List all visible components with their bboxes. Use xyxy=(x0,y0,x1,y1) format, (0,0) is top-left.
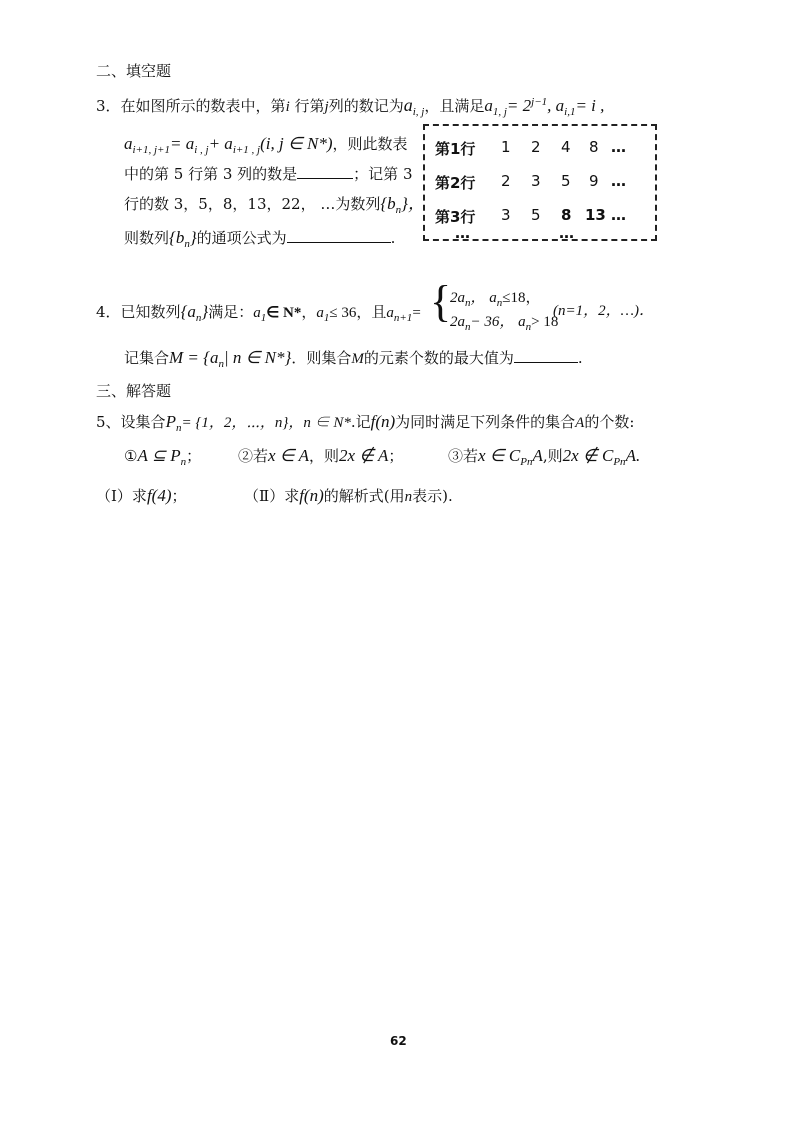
piecewise-case-1: $2a_n$， $a_n\le 18$， xyxy=(450,290,541,309)
q3-line5: 则数列$\{b_n\}$的通项公式为 . xyxy=(124,228,396,250)
q3-number: 3． xyxy=(96,97,121,115)
q5-line1: 5、设集合$P_n= \{1$，2，⋯，n}，n ∈ N*.记f(n)为同时满足下列条件的集合A的个数: xyxy=(96,412,635,434)
table-row-label: 第1行 xyxy=(435,140,476,158)
table-ellipsis: … xyxy=(559,224,574,242)
table-cell: 5 xyxy=(561,172,571,190)
table-cell: 1 xyxy=(501,138,511,156)
table-row-label: 第3行 xyxy=(435,208,476,226)
page-number: 62 xyxy=(390,1034,407,1048)
q5-condition-3: ③若x ∈ $C_{Pn}A$,则2x ∉ $C_{Pn}A$. xyxy=(448,446,641,468)
piecewise-brace: { xyxy=(430,277,452,326)
table-cell: … xyxy=(611,172,626,190)
piecewise-case-2: $2a_n- 36$， $a_n> 18$ xyxy=(450,314,559,333)
q3-recurrence: $a_{i+1, j+1}= a_{i , j}+ a_{i+1 , j}(i$, j ∈ N*)，则此数表 xyxy=(124,134,408,156)
table-cell: 8 xyxy=(561,206,572,224)
table-cell: … xyxy=(611,206,626,224)
table-cell: 2 xyxy=(501,172,511,190)
q3-line1: 3．在如图所示的数表中，第i 行第j列的数记为$a_{i, j}$，且满足$a_{1, j}= 2^{j-1}$, $a_{i,1}= i$ , xyxy=(96,95,605,118)
table-cell: 3 xyxy=(531,172,541,190)
q3-line3: 中的第 5 行第 3 列的数是 ；记第 3 xyxy=(124,165,413,183)
number-table xyxy=(423,124,657,241)
q5-number: 5、 xyxy=(96,413,121,431)
answer-blank-q3a[interactable] xyxy=(297,164,353,179)
q3-line4: 行的数 3，5，8，13，22， …为数列$\{b_n\}$， xyxy=(124,194,425,216)
table-cell: 2 xyxy=(531,138,541,156)
table-cell: 5 xyxy=(531,206,541,224)
table-cell: … xyxy=(611,138,626,156)
q5-part-2: （Ⅱ）求f(n)的解析式(用n表示). xyxy=(244,486,453,505)
q5-condition-1: ①A ⊆ $P_n$； xyxy=(124,446,202,468)
q4-line2: 记集合$M = \{a_n|$ n ∈ N*}．则集合M的元素个数的最大值为 . xyxy=(124,348,583,370)
table-row-label: 第2行 xyxy=(435,174,476,192)
answer-blank-q3b[interactable] xyxy=(287,228,391,243)
section-title-answer: 三、解答题 xyxy=(96,382,172,400)
table-cell: 13 xyxy=(585,206,606,224)
q4-line1: 4．已知数列$\{a_n\}$满足：$a_1\in$ N*，$a_1\le 36$，且$a_{n+1}=$ xyxy=(96,302,421,324)
table-cell: 3 xyxy=(501,206,511,224)
q4-number: 4． xyxy=(96,303,121,321)
q4-range: (n=1，2，…)． xyxy=(553,303,654,319)
q5-part-1: （Ⅰ）求f(4)； xyxy=(96,486,187,505)
table-cell: 4 xyxy=(561,138,571,156)
q5-condition-2: ②若x ∈ A，则2x ∉ A； xyxy=(238,446,404,465)
answer-blank-q4[interactable] xyxy=(514,348,578,363)
section-title-fill-in: 二、填空题 xyxy=(96,62,172,80)
table-cell: 9 xyxy=(589,172,599,190)
table-cell: 8 xyxy=(589,138,599,156)
table-ellipsis: … xyxy=(455,224,470,242)
